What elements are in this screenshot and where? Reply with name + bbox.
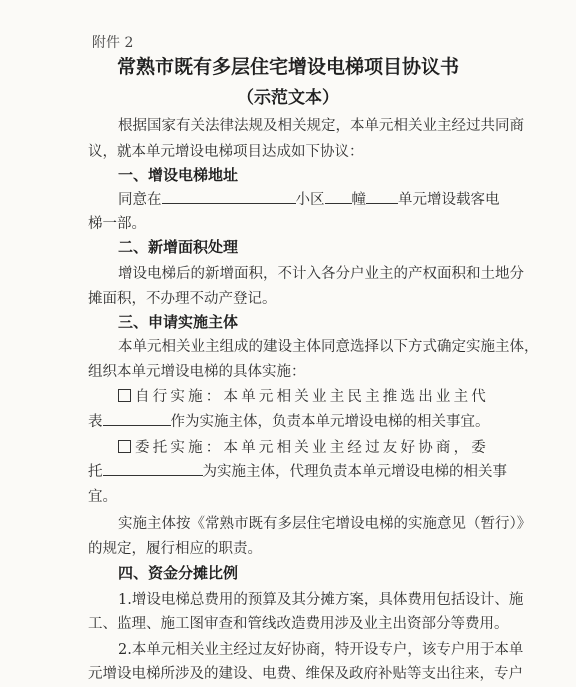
section-1-text-a: 同意在 bbox=[118, 192, 162, 208]
section-1-text-d: 单元增设载客电 bbox=[398, 192, 500, 208]
intro-line-2: 议，就本单元增设电梯项目达成如下协议： bbox=[88, 144, 364, 160]
section-3-line-2: 组织本单元增设电梯的具体实施： bbox=[88, 364, 306, 380]
section-1-line-2: 梯一部。 bbox=[88, 216, 146, 232]
option-entrust-text-a: 托 bbox=[88, 464, 103, 480]
document-title: 常熟市既有多层住宅增设电梯项目协议书 bbox=[116, 56, 459, 78]
intro-line-1: 根据国家有关法律法规及相关规定，本单元相关业主经过共同商 bbox=[118, 118, 524, 134]
option-self-text-b: 作为实施主体，负责本单元增设电梯的相关事宜。 bbox=[170, 414, 490, 430]
address-building-blank[interactable] bbox=[325, 191, 352, 204]
attachment-label: 附件 2 bbox=[92, 35, 134, 51]
entrusted-party-blank[interactable] bbox=[103, 463, 203, 476]
option-self-checkbox[interactable] bbox=[118, 389, 131, 402]
option-self-text-a: 表 bbox=[88, 414, 103, 430]
option-self-text: 自行实施：本单元相关业主民主推选出业主代 bbox=[135, 389, 489, 405]
option-entrust-text: 委托实施：本单元相关业主经过友好协商，委 bbox=[135, 440, 489, 456]
section-1-text-b: 小区 bbox=[295, 192, 325, 208]
option-entrust-line-1 bbox=[118, 436, 489, 457]
address-community-blank[interactable] bbox=[162, 191, 296, 204]
option-entrust-checkbox[interactable] bbox=[118, 440, 131, 453]
option-entrust-line-3: 宜。 bbox=[88, 489, 117, 505]
section-1-line-1 bbox=[118, 188, 500, 209]
representative-blank[interactable] bbox=[103, 413, 171, 426]
section-4-item-1-line-1: 1.增设电梯总费用的预算及其分摊方案，具体费用包括设计、施 bbox=[118, 592, 524, 608]
section-3-note-2: 的规定，履行相应的职责。 bbox=[88, 541, 262, 557]
option-self-line-1 bbox=[118, 385, 489, 406]
section-2-line-1: 增设电梯后的新增面积，不计入各分户业主的产权面积和土地分 bbox=[118, 266, 524, 282]
section-3-note-1: 实施主体按《常熟市既有多层住宅增设电梯的实施意见（暂行）》 bbox=[118, 516, 532, 532]
option-entrust-text-b: 为实施主体，代理负责本单元增设电梯的相关事 bbox=[202, 464, 507, 480]
section-2-line-2: 摊面积，不办理不动产登记。 bbox=[88, 291, 277, 307]
section-3-line-1: 本单元相关业主组成的建设主体同意选择以下方式确定实施主体， bbox=[118, 339, 539, 355]
section-2-heading: 二、新增面积处理 bbox=[118, 238, 239, 256]
option-entrust-line-2 bbox=[88, 460, 507, 481]
section-4-heading: 四、资金分摊比例 bbox=[118, 564, 239, 582]
section-1-heading: 一、增设电梯地址 bbox=[118, 166, 239, 184]
document-subtitle: （示范文本） bbox=[237, 88, 339, 108]
option-self-line-2 bbox=[88, 410, 490, 431]
section-4-item-2-line-2: 元增设电梯所涉及的建设、电费、维保及政府补贴等支出往来，专户 bbox=[88, 666, 523, 682]
section-3-heading: 三、申请实施主体 bbox=[118, 313, 239, 331]
address-unit-blank[interactable] bbox=[366, 191, 398, 204]
section-4-item-2-line-1: 2.本单元相关业主经过友好协商，特开设专户，该专户用于本单 bbox=[118, 642, 524, 658]
section-1-text-c: 幢 bbox=[351, 192, 366, 208]
section-4-item-1-line-2: 工、监理、施工图审查和管线改造费用涉及业主出资部分等费用。 bbox=[88, 616, 509, 632]
